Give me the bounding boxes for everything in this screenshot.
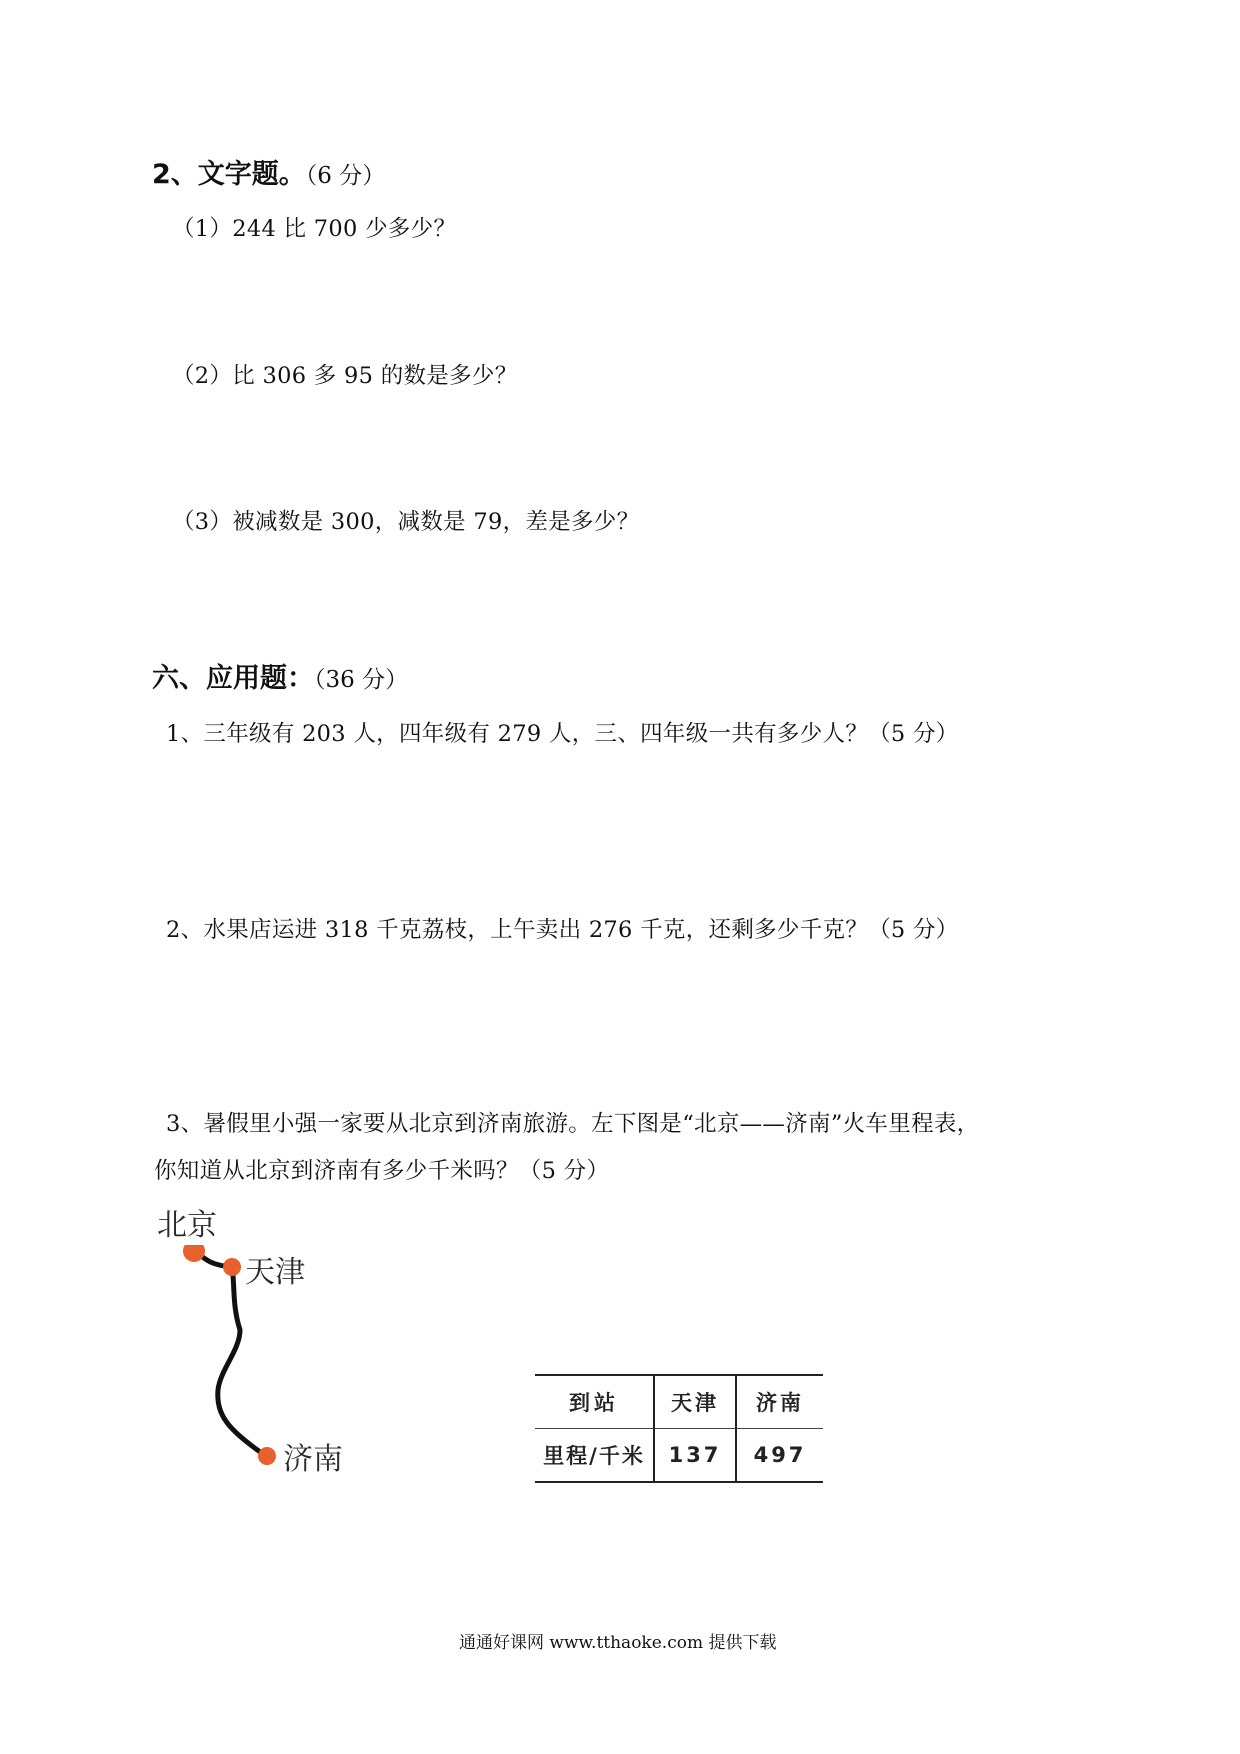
station-label-tianjin: 天津	[245, 1255, 305, 1290]
section-6-points: （36 分）	[314, 667, 409, 693]
station-label-jinan: 济南	[283, 1442, 343, 1477]
table-row-label: 里程/千米	[535, 1429, 654, 1483]
question-2-1: （1）244 比 700 少多少？	[172, 216, 457, 242]
tianjin-station-dot	[223, 1258, 241, 1276]
table-row-mileage	[535, 1429, 823, 1483]
table-row-header	[535, 1375, 823, 1429]
problem-6-3-line-1: 3、暑假里小强一家要从北京到济南旅游。左下图是“北京——济南”火车里程表，	[166, 1111, 980, 1137]
table-cell: 137	[654, 1429, 736, 1483]
jinan-station-dot	[258, 1447, 276, 1465]
station-label-beijing: 北京	[157, 1208, 217, 1243]
mileage-table	[535, 1374, 823, 1483]
question-2-3: （3）被减数是 300，减数是 79，差是多少？	[172, 509, 640, 535]
problem-6-1: 1、三年级有 203 人，四年级有 279 人，三、四年级一共有多少人？（5 分）	[166, 721, 959, 747]
problem-6-2: 2、水果店运进 318 千克荔枝，上午卖出 276 千克，还剩多少千克？（5 分）	[166, 917, 959, 943]
page-footer: 通通好课网 www.tthaoke.com 提供下载	[459, 1633, 777, 1653]
table-cell: 497	[736, 1429, 823, 1483]
section-2-points: （6 分）	[305, 163, 386, 189]
table-header-cell: 到站	[535, 1375, 654, 1429]
section-6-title: 六、应用题：	[152, 663, 314, 694]
section-2-heading	[152, 152, 385, 191]
question-2-2: （2）比 306 多 95 的数是多少？	[172, 363, 518, 389]
section-6-heading	[152, 656, 408, 695]
table-header-cell: 天津	[654, 1375, 736, 1429]
problem-6-3-line-2: 你知道从北京到济南有多少千米吗？（5 分）	[154, 1158, 610, 1184]
section-2-title: 2、文字题。	[152, 159, 306, 190]
table-header-cell: 济南	[736, 1375, 823, 1429]
